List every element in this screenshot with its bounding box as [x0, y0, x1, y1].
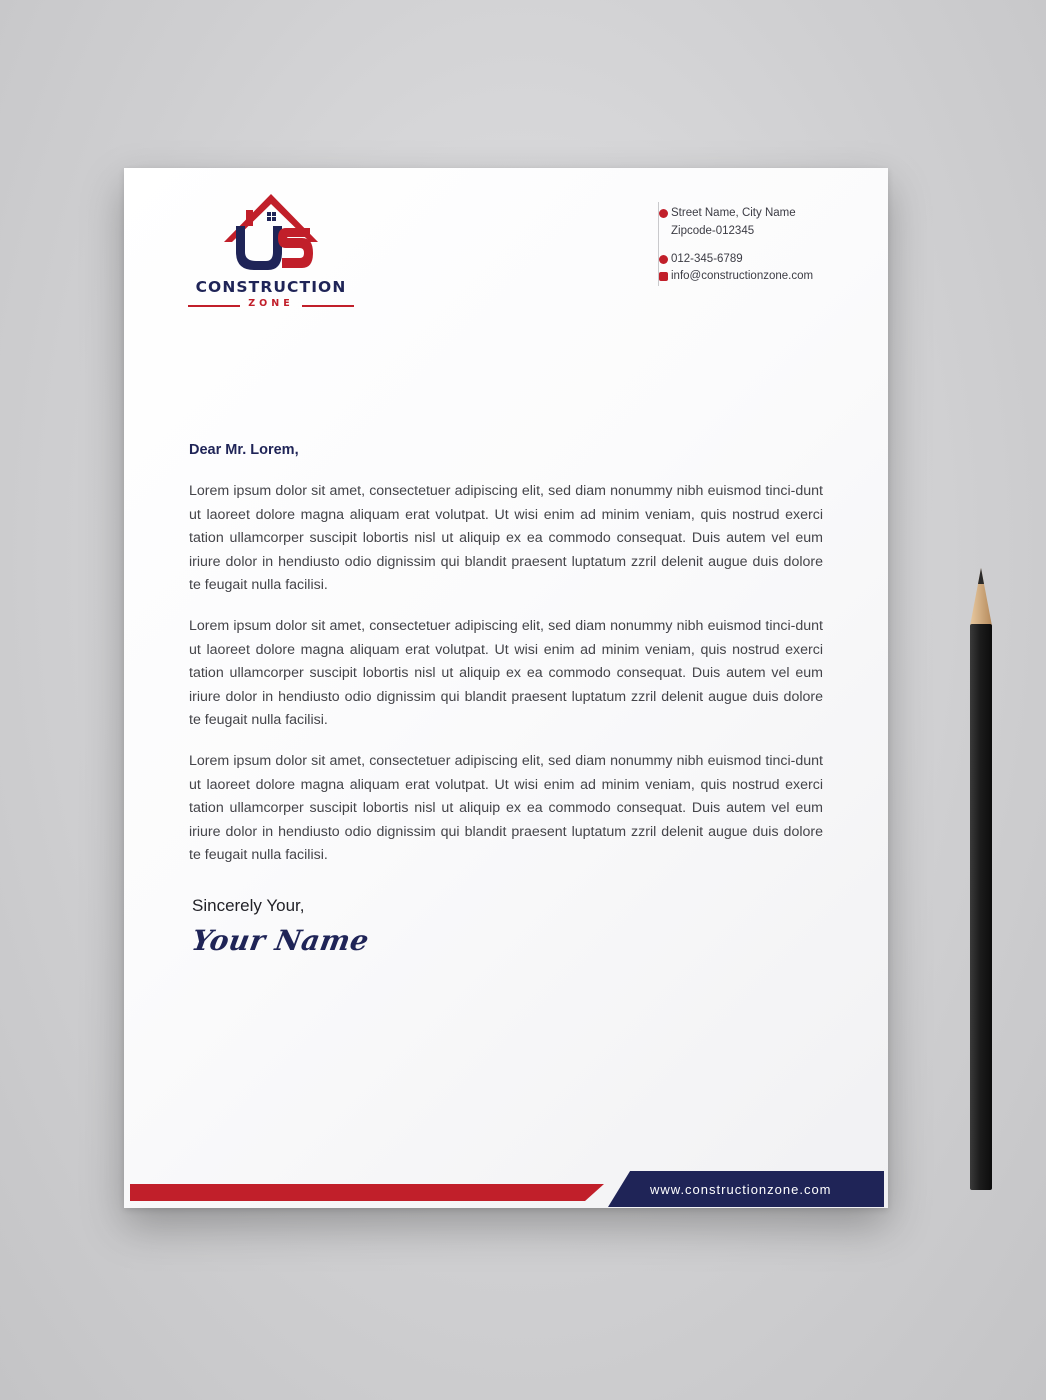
company-logo	[186, 190, 356, 314]
phone-number[interactable]: 012-345-6789	[671, 253, 743, 265]
address-line-2: Zipcode-012345	[671, 225, 755, 237]
body-paragraph-2: Lorem ipsum dolor sit amet, consectetuer adipiscing elit, sed diam nonummy nibh euismod tinci-dunt ut laoreet dolore magna aliquam erat volutpat. Ut wisi enim ad minim veniam, quis nostrud exerci tation ullamcorper suscipit lobortis nisl ut aliquip ex ea commodo consequat. Duis autem vel eum iriure dolor in hendiusto odio dignissim qui blandit praesent luptatum zzril delenit augue duis dolore te feugait nulla facilisi.	[189, 618, 823, 728]
closing: Sincerely Your,	[192, 896, 305, 915]
letterhead-paper	[124, 168, 888, 1208]
logo-subtitle: ZONE	[248, 298, 294, 309]
footer-website[interactable]: www.constructionzone.com	[650, 1182, 832, 1197]
house-logo-icon	[216, 190, 326, 276]
mail-icon	[659, 272, 668, 281]
greeting: Dear Mr. Lorem,	[189, 442, 299, 458]
address-line-1: Street Name, City Name	[671, 207, 796, 219]
body-paragraph-1: Lorem ipsum dolor sit amet, consectetuer adipiscing elit, sed diam nonummy nibh euismod tinci-dunt ut laoreet dolore magna aliquam erat volutpat. Ut wisi enim ad minim veniam, quis nostrud exerci tation ullamcorper suscipit lobortis nisl ut aliquip ex ea commodo consequat. Duis autem vel eum iriure dolor in hendiusto odio dignissim qui blandit praesent luptatum zzril delenit augue duis dolore te feugait nulla facilisi.	[189, 483, 823, 593]
pencil-icon	[966, 568, 996, 1193]
map-pin-icon	[659, 209, 668, 218]
logo-company-name: CONSTRUCTION	[195, 278, 347, 296]
signature: Your Name	[189, 924, 372, 957]
phone-icon	[659, 255, 668, 264]
footer-red-band	[130, 1184, 604, 1201]
body-paragraph-3: Lorem ipsum dolor sit amet, consectetuer adipiscing elit, sed diam nonummy nibh euismod tinci-dunt ut laoreet dolore magna aliquam erat volutpat. Ut wisi enim ad minim veniam, quis nostrud exerci tation ullamcorper suscipit lobortis nisl ut aliquip ex ea commodo consequat. Duis autem vel eum iriure dolor in hendiusto odio dignissim qui blandit praesent luptatum zzril delenit augue duis dolore te feugait nulla facilisi.	[189, 753, 823, 863]
email-address[interactable]: info@constructionzone.com	[671, 270, 814, 282]
logo-subtitle-wrap	[188, 298, 354, 312]
contact-block	[658, 202, 889, 286]
logo-rule-right	[302, 305, 354, 307]
